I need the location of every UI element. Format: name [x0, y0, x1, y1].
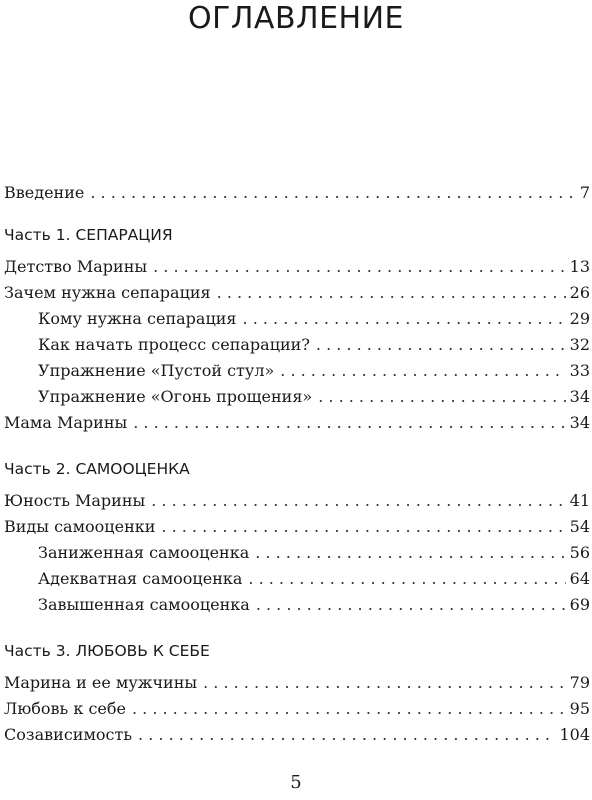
toc-entry-label: Упражнение «Пустой стул»: [38, 361, 275, 380]
toc-entry-page: 13: [569, 257, 590, 276]
toc-subentry[interactable]: [4, 332, 592, 358]
dot-leader: [153, 254, 566, 280]
toc-entry-page: 33: [569, 361, 590, 380]
toc-entry[interactable]: [4, 514, 592, 540]
toc-subentry[interactable]: [4, 358, 592, 384]
toc-subentry[interactable]: [4, 306, 592, 332]
dot-leader: [132, 696, 566, 722]
dot-leader: [248, 566, 565, 592]
dot-leader: [243, 306, 566, 332]
dot-leader: [133, 410, 565, 436]
toc-entry[interactable]: [4, 696, 592, 722]
toc-entry-page: 54: [569, 517, 590, 536]
toc-entry-page: 79: [569, 673, 590, 692]
toc-entry[interactable]: [4, 410, 592, 436]
dot-leader: [203, 670, 566, 696]
toc-entry-page: 32: [569, 335, 590, 354]
toc-entry-intro[interactable]: [4, 180, 592, 206]
toc-entry-label: Адекватная самооценка: [38, 569, 243, 588]
part-3-heading: Часть 3. ЛЮБОВЬ К СЕБЕ: [4, 642, 210, 660]
toc-entry-page: 7: [579, 183, 590, 202]
toc-entry-page: 69: [569, 595, 590, 614]
toc-entry[interactable]: [4, 280, 592, 306]
toc-entry-label: Мама Марины: [4, 413, 128, 432]
toc-entry-label: Марина и ее мужчины: [4, 673, 198, 692]
toc-subentry[interactable]: [4, 566, 592, 592]
toc-entry-page: 64: [569, 569, 590, 588]
toc-entry-page: 95: [569, 699, 590, 718]
dot-leader: [256, 592, 566, 618]
toc-entry-label: Виды самооценки: [4, 517, 156, 536]
toc-entry-page: 26: [569, 283, 590, 302]
dot-leader: [151, 488, 565, 514]
toc-entry-page: 41: [569, 491, 590, 510]
toc-entry-label: Упражнение «Огонь прощения»: [38, 387, 313, 406]
toc-entry[interactable]: [4, 254, 592, 280]
toc-entry-label: Любовь к себе: [4, 699, 126, 718]
toc-entry-label: Завышенная самооценка: [38, 595, 250, 614]
toc-entry-label: Как начать процесс сепарации?: [38, 335, 310, 354]
toc-entry[interactable]: [4, 488, 592, 514]
dot-leader: [217, 280, 566, 306]
toc-subentry[interactable]: [4, 540, 592, 566]
table-of-contents: [4, 180, 592, 748]
dot-leader: [90, 180, 575, 206]
page-title: ОГЛАВЛЕНИЕ: [187, 1, 405, 36]
toc-entry-label: Детство Марины: [4, 257, 148, 276]
toc-entry-page: 104: [559, 725, 590, 744]
dot-leader: [280, 358, 565, 384]
toc-entry-label: Введение: [4, 183, 85, 202]
toc-entry-page: 34: [569, 413, 590, 432]
toc-entry-label: Созависимость: [4, 725, 133, 744]
dot-leader: [318, 384, 565, 410]
dot-leader: [138, 722, 555, 748]
toc-entry[interactable]: [4, 670, 592, 696]
toc-entry-label: Заниженная самооценка: [38, 543, 250, 562]
dot-leader: [161, 514, 565, 540]
part-1-heading: Часть 1. СЕПАРАЦИЯ: [4, 226, 173, 244]
toc-entry-page: 34: [569, 387, 590, 406]
toc-subentry[interactable]: [4, 592, 592, 618]
toc-entry-label: Юность Марины: [4, 491, 146, 510]
dot-leader: [255, 540, 565, 566]
page-number: 5: [290, 772, 302, 793]
toc-entry[interactable]: [4, 722, 592, 748]
toc-entry-label: Кому нужна сепарация: [38, 309, 237, 328]
dot-leader: [316, 332, 566, 358]
toc-entry-page: 29: [569, 309, 590, 328]
part-2-heading: Часть 2. САМООЦЕНКА: [4, 460, 190, 478]
toc-subentry[interactable]: [4, 384, 592, 410]
toc-entry-page: 56: [569, 543, 590, 562]
toc-entry-label: Зачем нужна сепарация: [4, 283, 211, 302]
